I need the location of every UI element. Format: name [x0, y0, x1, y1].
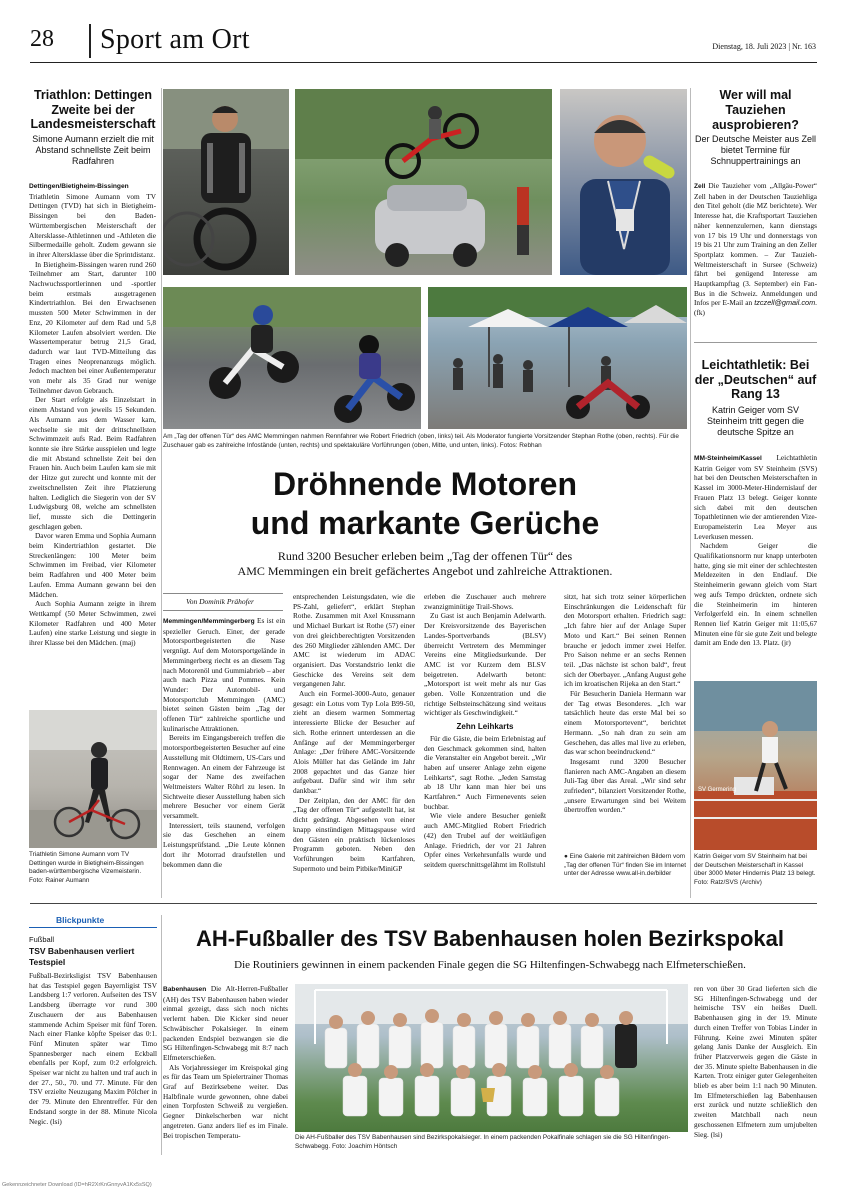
ah-col2: ren von über 30 Grad lieferten sich die SG Hiltenfingen-Schwabegg und der heimische TSV ein heißes Duell. Babenhausen ging in der 19. Minute durch einen Treffer von Tobias Linder in Führung. Keine zwei Minuten später gelang Janis Danke der Ausgleich. Ein früher Platzverweis gegen die Gäste in der 35. Minute spielte Babenhausen in die Karten. Trotz einiger guter Gelegenheiten blieb es aber beim 1:1 nach 90 Minuten. Im Elfmeterschießen lag Babenhausen erst zurück und nutzte schließlich den zweiten Matchball nach neun geschossenen Elfmetern zum umjubelten Sieg. (lsi) — [694, 984, 818, 1139]
blickpunkte-title: TSV Babenhausen verliert Testspiel — [29, 946, 135, 967]
gallery-note: ● Eine Galerie mit zahlreichen Bildern vom „Tag der offenen Tür“ finden Sie im Internet unter der Adresse www.all-in.de/bilder — [564, 853, 686, 878]
blickpunkte-kicker: Fußball — [29, 935, 55, 944]
motoren-author: Von Dominik Prähofer — [186, 597, 254, 606]
leichtathletik-caption: Katrin Geiger vom SV Steinheim hat bei der Deutschen Meisterschaft in Kassel über 3000 Meter Hindernis Platz 13 belegt. Foto: Ratz/SVS (Archiv) — [694, 853, 816, 886]
tauziehen-subtitle: Der Deutsche Meister aus Zell bietet Termine für Schnuppertrainings an — [694, 134, 817, 166]
photo-supermoto — [163, 287, 421, 429]
tauziehen-title: Wer will mal Tauziehen ausprobieren? — [712, 88, 799, 132]
photo-rider-portrait — [163, 89, 289, 275]
motoren-col4: sitzt, hat sich trotz seiner körperlichen Einschränkungen die Leidenschaft für den Motorsport erhalten. Friedrich sagt: „Ich fahre hier auf der Anlage Super Moto und Kart.“ Bei seinen Rennen brauche er jedoch immer zwei Helfer. Pro Saison nehme er an sechs Rennen teil. „Das nächste ist schon bald“, freut sich der Oberbayer. „Anfang August gehe ich im kroatischen Rijeka an den Start.“ Für Besucherin Daniela Hermann war der Tag etwas Besonderes. „Ich war tatsächlich heute das erste Mal bei so einem Motorsportevent“, berichtet Hermann. „So nah dran zu sein am Geschehen, das alles mal live zu erleben, das war schon beeindruckend.“ Insgesamt rund 3200 Besucher flanieren nach AMC-Angaben an diesem Juli-Tag über das Areal. „Wir sind sehr zufrieden“, bilanziert Vorsitzender Rothe, „unsere Erwartungen sind bei Weitem übertroffen worden.“ — [564, 592, 686, 815]
leichtathletik-body: MM-Steinheim/Kassel Leichtathletin Katrin Geiger vom SV Steinheim (SVS) hat bei den Deutschen Meisterschaften in Kassel im 3000-Meter-Hindernislauf der Frauen Platz 13 belegt. Geiger konnte sich dabei mit den deutschen Topathletinnen wie der amtierenden Vize-Europameisterin Lea Meyer aus Leverkusen messen. Nachdem Geiger die Qualifikationsnorm nur knapp unterboten hatte, ging sie mit einer der schlechtesten Meldezeiten in den Endlauf. Die Steinheimerin gewann gleich vom Start weg aufs Tempo drückten, ordnete sich die Steinheimerin im hinteren Verfolgerfeld ein. In einem schnellen Rennen lief Katrin Geiger mit 11:05,67 Minuten eine für sie gute Zeit und belegte damit am Ende den 13. Platz. (jr) — [694, 453, 817, 648]
motoren-photo-caption: Am „Tag der offenen Tür“ des AMC Memmingen nahmen Rennfahrer wie Robert Friedrich (oben, links) teil. Als Moderator fungierte Vorsitzender Stephan Rothe (oben, rechts). Für die Zuschauer gab es zahlreiche Infostände (unten, rechts) und spektakuläre Vorführungen (oben, Mitte, und unten, links). Fotos: Rebhan — [163, 433, 679, 449]
ah-col1: Babenhausen Die Alt-Herren-Fußballer (AH) des TSV Babenhausen haben wieder einmal gezeigt, dass sich noch nichts verlernt haben. Die Kicker sind neuer Schwäbischer Pokalsieger. In einem packenden Endspiel bezwangen sie die SG Hiltenfingen-Schwabegg mit 8:7 nach Elfmeterschießen. Als Vorjahressieger im Kreispokal ging es für das Team um Spielertrainer Thomas Graf auf Bezirksebene weiter. Das Halbfinale wurde gewonnen, ohne dabei einen Torpfosten Schweiß zu vergießen. Gegner Dinkelscherben war nicht angetreten. Ganz anders lief es im Finale. Bei tropischen Temperatu- — [163, 984, 288, 1140]
subhead-leihkarts: Zehn Leihkarts — [456, 722, 514, 732]
blickpunkte-rule — [29, 927, 157, 928]
blickpunkte-label: Blickpunkte — [56, 915, 105, 925]
section-title: Sport am Ort — [100, 24, 250, 55]
dateline: Dienstag, 18. Juli 2023 | Nr. 163 — [712, 42, 816, 51]
leichtathletik-title: Leichtathletik: Bei der „Deutschen“ auf Rang 13 — [694, 358, 817, 401]
motoren-lead-2: AMC Memmingen ein breit gefächertes Angebot und zahlreiche Attraktionen. — [237, 564, 613, 578]
motoren-col3: erleben die Zuschauer auch mehrere zwanzigminütige Trail-Shows. Zu Gast ist auch Benjamin Adelwarth. Der Kreisvorsitzende des Bayerischen Landes-Sportverbands (BLSV) überreicht Vertretern des Memminger Vereins eine Mitgliedsurkunde. Der AMC ist vor Kurzem dem BLSV beigetreten. Adelwarth betont: „Motorsport ist weit mehr als nur Gas geben. Volle Konzentration und die richtige Selbsteinschätzung sind weitaus wichtiger als Geschwindigkeit.“ Zehn Leihkarts Für die Gäste, die beim Erlebnistag auf den Geschmack gekommen sind, halten die Veranstalter ein Angebot bereit. „Wir haben auf unserer Anlage zehn eigene Leihkarts“, sagt Rothe. „Jeden Samstag ab 18 Uhr kann man hier bei uns Kartfahren.“ Auch Firmenevents seien buchbar. Wie viele andere Besucher genießt auch AMC-Mitglied Robert Friedrich (42) den Trubel auf der weitläufigen Anlage. Friedrich, der vor 21 Jahren Opfer eines Verkehrsunfalls wurde und seitdem querschnittsgelähmt im Rollstuhl — [424, 592, 546, 869]
leichtathletik-photo — [694, 681, 817, 850]
triathlon-body: Dettingen/Bietigheim-Bissingen Triathletin Simone Aumann vom TV Dettingen (TVD) hat sich in Bietigheim-Bissingen bei den Baden-Württembergischen Meisterschaft der Altersklasse-Athletinnen und -Athleten die Silbermedaille geholt. Zudem gewann sie in ihrer Altersklasse über die Sprintdistanz. In Bietigheim-Bissingen waren rund 260 Teilnehmer am Start, darunter 100 Nachwuchssportlerinnen und -sportler beim erstmals ausgetragenen Kindertriathlon. Bei den Erwachsenen mussten 500 Meter Schwimmen in der Enz, 20 Kilometer auf dem Rad und 5,8 Kilometer Laufen absolviert werden. Die Wassertemperatur betrug 21,5 Grad, dadurch war laut TVD-Mitteilung das Tragen eines Neoprenanzugs möglich. Jedoch machten bei einer Außentemperatur von mehr als 35 Grad nur wenige Teilnehmer davon Gebrauch. Der Start erfolgte als Einzelstart in einem Abstand von jeweils 15 Sekunden. Als Aumann aus dem Wasser kam, wechselte sie mit der drittschnellsten Schwimmzeit aufs Rad. Beim Radfahren konnte sie ihre Stärke ausspielen und legte die mit Abstand schnellste Zeit bei den Frauen hin. Auch beim Laufen kam sie mit der Hitze gut zurecht und konnte mit der zweitschnellsten Zeit ihre Platzierung halten. Lediglich die Siegerin von der SV Ludwigsburg 08, welche am schnellsten lief, musste sich die Dettingerin geschlagen geben. Davor waren Emma und Sophia Aumann beim Kindertriathlon gestartet. Die Streckenlängen: 100 Meter beim Schwimmen im Freibad, vier Kilometer beim Radfahren und 400 Meter beim Laufen. Emma Aumann gewann bei den Mädchen. Auch Sophia Aumann zeigte in ihrem Wettkampf (50 Meter Schwimmen, zwei Kilometer Radfahren und 400 Meter Laufen) eine starke Leistung und siegte in ihrer Klasse bei den Mädchen. (maj) — [29, 183, 156, 648]
download-footer: Gekennzeichneter Download (ID=hR2XrKnGnnyvA1Kx5sSQ) — [2, 1182, 152, 1188]
motoren-headline-2: und markante Gerüche — [250, 505, 600, 541]
blickpunkte-body: Fußball-Bezirksligist TSV Babenhausen hat das Testspiel gegen Bayernligist TSV Landsberg 1:7 verloren. Aufseiten des TSV Landsberg überragte vor rund 300 Zuschauern der aus Babenhausen stammende Achim Speiser mit fünf Toren. Nach einer Flanke köpfte Speiser das 0:1. Fünf Minuten später war Timo Spannesberger nach einem Eckball ebenfalls per Kopf, zum 0:2 erfolgreich. Speiser war nicht zu halten und traf auch in der 27., 50., 70. und 77. Minute. Für den TSV erzielte Neuzugang Maxim Pölcher in der 79. Minute den Ehrentreffer. Für den Endstand sorgte in der 88. Minute Nicola Negic. (lsi) — [29, 971, 157, 1126]
lower-col-divider — [161, 915, 162, 1155]
motoren-col1: Memmingen/Memmingerberg Es ist ein spezieller Geruch. Einer, der gerade Motorsportbegeisterten die Nase vergnügt. Auf dem Motorsportgelände in Memmingerberg riecht es an diesem Tag nach Motorenöl und Gummiabrieb – aber auch nach Pizza und Pommes. Kein Wunder: Der Automobil- und Motorsportclub Memmingen (AMC) bietet seinen Gästen beim „Tag der offenen Tür“ zahlreiche sportliche und kulinarische Attraktionen. Bereits im Eingangsbereich treffen die motorsportbegeisterten Besucher auf eine Ausstellung mit Oldtimern, US-Cars und Rennwagen. An einem der Fahrzeuge ist sogar der Name des zweifachen Weltmeisters Walter Röhrl zu lesen. In Sichtweite dieser Ausstellung haben sich mehrere Besucher vor einem Gerät versammelt. Interessiert, teils staunend, verfolgen sie das Geschehen an einem Leistungsprüfstand. „Die Leute können dort ihr Motorrad draufstellen und bekommen dann die — [163, 616, 285, 869]
triathlon-photo — [29, 710, 157, 848]
camera-icon: ● — [564, 853, 568, 860]
photo-trial-show — [295, 89, 552, 275]
motoren-headline-1: Dröhnende Motoren — [273, 466, 577, 502]
leichtathletik-subtitle: Katrin Geiger vom SV Steinheim tritt gegen die deutsche Spitze an — [706, 405, 805, 437]
triathlon-dateline: Dettingen/Bietigheim-Bissingen — [29, 183, 129, 190]
tauziehen-email[interactable]: tzczell@gmail.com — [754, 298, 816, 308]
motoren-lead-1: Rund 3200 Besucher erleben beim „Tag der offenen Tür“ des — [277, 549, 573, 563]
page-number: 28 — [30, 26, 54, 52]
tauziehen-body: Zell Die Tauzieher vom „Allgäu-Power“ Zell haben in der Deutschen Tauziehliga den Titel geholt (die MZ berichtete). Wer Interesse hat, die Kraftsportart Tauziehen näher kennenzulernen, kann dienstags von 17 bis 19 Uhr und donnerstags von 19 bis 21 Uhr zum Training an den Zeller Sportplatz kommen. – Zur Tauzieh-Weltmeisterschaft in Sursee (Schweiz) fährt bei genügend Interesse am Hauptkampftag (3. September) ein Fan-Bus in die Schweiz. Anmeldungen und Infos per E-Mail an tzczell@gmail.com. (fk) — [694, 181, 817, 318]
ah-subheadline: Die Routiniers gewinnen in einem packenden Finale gegen die SG Hiltenfingen-Schwabegg nach Elfmeterschießen. — [234, 959, 746, 971]
photo-moderator — [560, 89, 687, 275]
photo-infostands — [428, 287, 687, 429]
lower-rule — [30, 903, 817, 904]
triathlon-caption: Triathletin Simone Aumann vom TV Dettingen wurde in Bietigheim-Bissingen baden-württembergische Vizemeisterin. Foto: Rainer Aumann — [29, 851, 144, 884]
tauziehen-rule — [694, 342, 817, 343]
col-divider-right — [690, 88, 691, 898]
ah-team-photo — [295, 984, 688, 1132]
author-rule — [163, 593, 283, 594]
motoren-col2: entsprechenden Leistungsdaten, wie die PS-Zahl, geliefert“, erklärt Stephan Rothe. Zusammen mit Axel Knussmann und Michael Burkart ist Rothe (57) einer von drei gleichberechtigten Vorsitzenden des 260 Mitglieder zählenden AMC. Der AMC ist wiederum im ADAC organisiert. Das Vorstandstrio lenkt die Geschicke des Vereins seit dem vergangenen Jahr. Auch ein Formel-3000-Auto, genauer gesagt: ein Lotus vom Typ Lola B99-50, zieht an diesem warmen Sommertag interessierte Blicke der Besucher auf sich. Rothe erinnert unterdessen an die Anfänge auf der Memmingerberger Anlage: „Der frühere AMC-Vorsitzende Alois Müller hat das Gelände im Jahr 2008 gepachtet und das Ganze hier aufgebaut. Dafür sind wir ihm sehr dankbar.“ Der Zeitplan, den der AMC für den „Tag der offenen Tür“ aufgestellt hat, ist dicht gedrängt. Abgesehen von einer knapp einstündigen Mittagspause wird den Gästen ein praktisch lückenloses Programm geboten. Neben den Vorführungen beim Kartfahren, Supermoto und beim Pitbike/MiniGP — [293, 592, 415, 873]
triathlon-title: Triathlon: Dettingen Zweite bei der Landesmeisterschaft — [30, 88, 156, 131]
author-rule-bottom — [163, 610, 283, 611]
header-divider — [89, 24, 91, 58]
triathlon-subtitle: Simone Aumann erzielt die mit Abstand schnellste Zeit beim Radfahren — [32, 134, 154, 166]
header-rule — [30, 62, 817, 63]
col-divider-left — [161, 88, 162, 898]
ah-caption: Die AH-Fußballer des TSV Babenhausen sind Bezirkspokalsieger. In einem packenden Pokalfinale schlagen sie die SG Hiltenfingen-Schwabegg. Foto: Joachim Höntsch — [295, 1134, 671, 1150]
ah-headline: AH-Fußballer des TSV Babenhausen holen Bezirkspokal — [195, 926, 785, 951]
photo-sign-text: SV Germering — [698, 787, 737, 793]
